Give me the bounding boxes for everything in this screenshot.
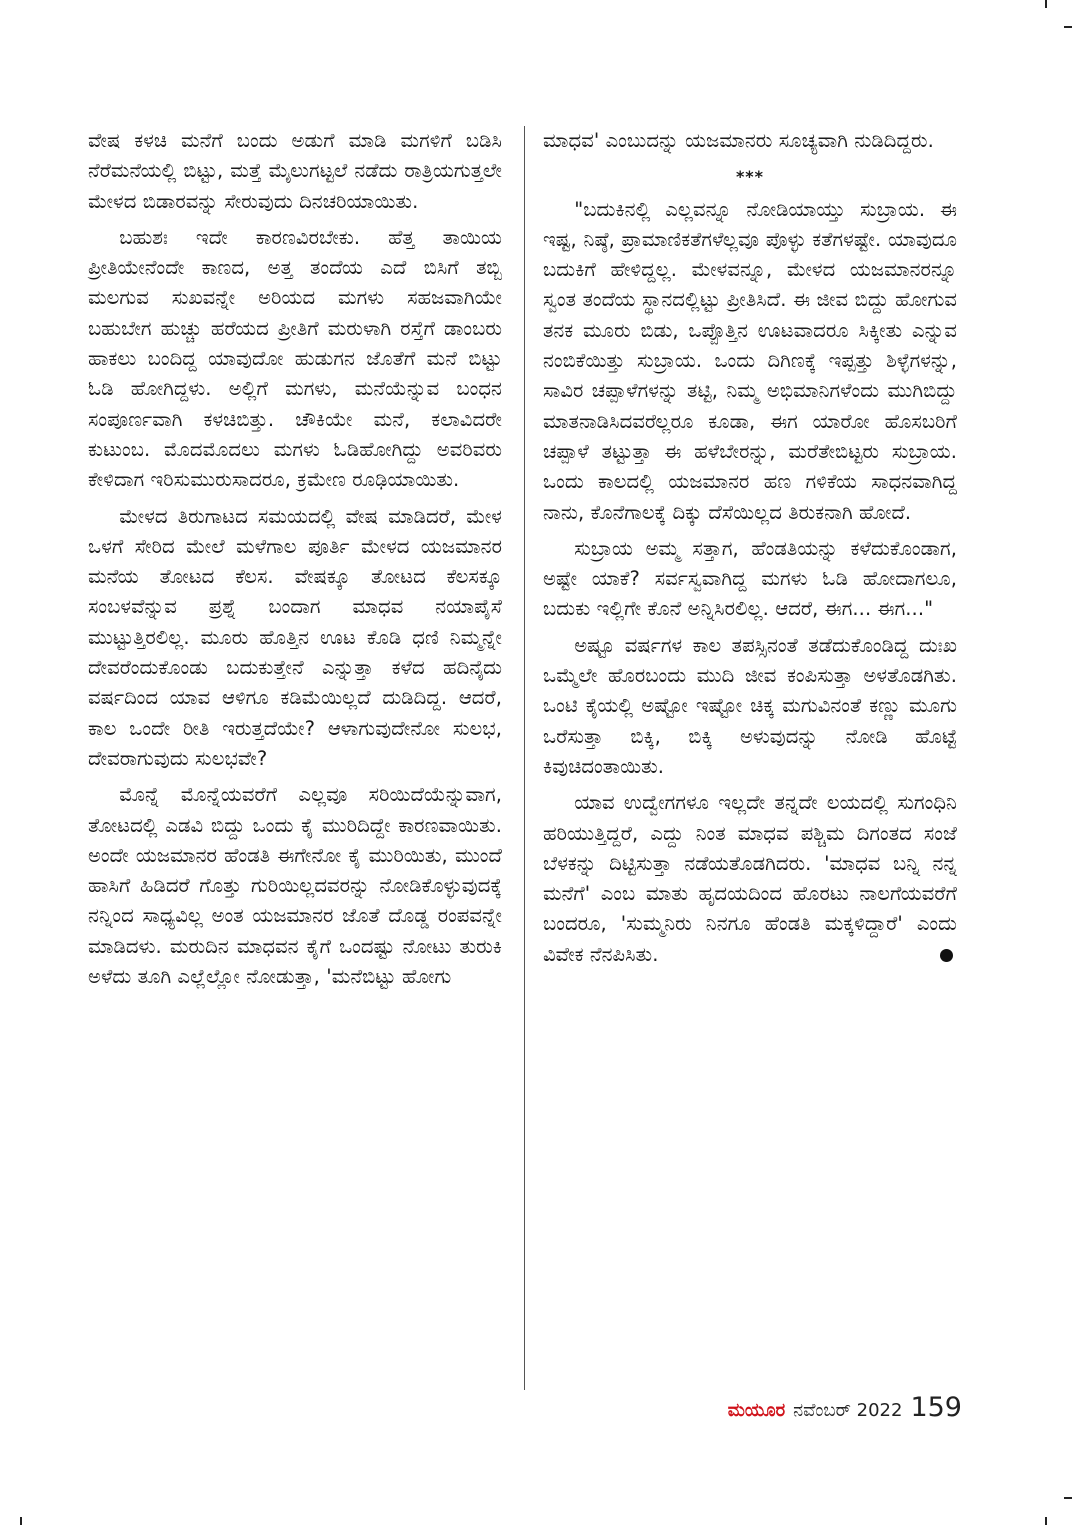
crop-mark: [1045, 0, 1047, 8]
paragraph-text: ಯಾವ ಉದ್ವೇಗಗಳೂ ಇಲ್ಲದೇ ತನ್ನದೇ ಲಯದಲ್ಲಿ ಸುಗಂಧಿನಿ ಹರಿಯುತ್ತಿದ್ದರೆ, ಎದ್ದು ನಿಂತ ಮಾಧವ ಪಶ್ಚಿಮ ದಿಗಂತದ ಸಂಜೆ ಬೆಳಕನ್ನು ದಿಟ್ಟಿಸುತ್ತಾ ನಡೆಯತೊಡಗಿದರು. 'ಮಾಧವ ಬನ್ನಿ ನನ್ನ ಮನೆಗೆ' ಎಂಬ ಮಾತು ಹೃದಯದಿಂದ ಹೊರಟು ನಾಲಗೆಯವರೆಗೆ ಬಂದರೂ, 'ಸುಮ್ಮನಿರು ನಿನಗೂ ಹೆಂಡತಿ ಮಕ್ಕಳಿದ್ದಾರೆ' ಎಂದು ವಿವೇಕ ನೆನಪಿಸಿತು.: [543, 791, 957, 966]
crop-mark: [1045, 1517, 1047, 1525]
issue-date: ನವೆಂಬರ್ 2022: [793, 1400, 903, 1421]
column-divider: [524, 126, 525, 1390]
paragraph: ಮಾಧವ' ಎಂಬುದನ್ನು ಯಜಮಾನರು ಸೂಚ್ಯವಾಗಿ ನುಡಿದಿದ್ದರು.: [543, 129, 934, 152]
section-separator: ***: [735, 167, 765, 187]
page-footer: [728, 1392, 962, 1423]
paragraph: ಮೇಳದ ತಿರುಗಾಟದ ಸಮಯದಲ್ಲಿ ವೇಷ ಮಾಡಿದರೆ, ಮೇಳ ಒಳಗೆ ಸೇರಿದ ಮೇಲೆ ಮಳೆಗಾಲ ಪೂರ್ತಿ ಮೇಳದ ಯಜಮಾನರ ಮನೆಯ ತೋಟದ ಕೆಲಸ. ವೇಷಕ್ಕೂ ತೋಟದ ಕೆಲಸಕ್ಕೂ ಸಂಬಳವೆನ್ನುವ ಪ್ರಶ್ನೆ ಬಂದಾಗ ಮಾಧವ ನಯಾಪೈಸೆ ಮುಟ್ಟುತ್ತಿರಲಿಲ್ಲ. ಮೂರು ಹೊತ್ತಿನ ಊಟ ಕೊಡಿ ಧಣಿ ನಿಮ್ಮನ್ನೇ ದೇವರೆಂದುಕೊಂಡು ಬದುಕುತ್ತೇನೆ ಎನ್ನುತ್ತಾ ಕಳೆದ ಹದಿನೈದು ವರ್ಷದಿಂದ ಯಾವ ಆಳಿಗೂ ಕಡಿಮೆಯಿಲ್ಲದೆ ದುಡಿದಿದ್ದ. ಆದರೆ, ಕಾಲ ಒಂದೇ ರೀತಿ ಇರುತ್ತದೆಯೇ? ಆಳಾಗುವುದೇನೋ ಸುಲಭ, ದೇವರಾಗುವುದು ಸುಲಭವೇ?: [88, 504, 502, 770]
paragraph: "ಬದುಕಿನಲ್ಲಿ ಎಲ್ಲವನ್ನೂ ನೋಡಿಯಾಯ್ತು ಸುಬ್ರಾಯ. ಈ ಇಷ್ಟ, ನಿಷ್ಠೆ, ಪ್ರಾಮಾಣಿಕತೆಗಳೆಲ್ಲವೂ ಪೊಳ್ಳು ಕತೆಗಳಷ್ಟೇ. ಯಾವುದೂ ಬದುಕಿಗೆ ಹೇಳಿದ್ದಲ್ಲ. ಮೇಳವನ್ನೂ, ಮೇಳದ ಯಜಮಾನರನ್ನೂ ಸ್ವಂತ ತಂದೆಯ ಸ್ಥಾನದಲ್ಲಿಟ್ಟು ಪ್ರೀತಿಸಿದೆ. ಈ ಜೀವ ಬಿದ್ದು ಹೋಗುವ ತನಕ ಮೂರು ಬಿಡು, ಒಪ್ಪೊತ್ತಿನ ಊಟವಾದರೂ ಸಿಕ್ಕೀತು ಎನ್ನುವ ನಂಬಿಕೆಯಿತ್ತು ಸುಬ್ರಾಯ. ಒಂದು ದಿಗಿಣಕ್ಕೆ ಇಪ್ಪತ್ತು ಶಿಳ್ಳೆಗಳನ್ನು, ಸಾವಿರ ಚಪ್ಪಾಳೆಗಳನ್ನು ತಟ್ಟಿ, ನಿಮ್ಮ ಅಭಿಮಾನಿಗಳೆಂದು ಮುಗಿಬಿದ್ದು ಮಾತನಾಡಿಸಿದವರೆಲ್ಲರೂ ಕೂಡಾ, ಈಗ ಯಾರೋ ಹೊಸಬರಿಗೆ ಚಪ್ಪಾಳೆ ತಟ್ಟುತ್ತಾ ಈ ಹಳೆಬೇರನ್ನು, ಮರೆತೇಬಿಟ್ಟರು ಸುಬ್ರಾಯ. ಒಂದು ಕಾಲದಲ್ಲಿ ಯಜಮಾನರ ಹಣ ಗಳಿಕೆಯ ಸಾಧನವಾಗಿದ್ದ ನಾನು, ಕೊನೆಗಾಲಕ್ಕೆ ದಿಕ್ಕು ದೆಸೆಯಿಲ್ಲದ ತಿರುಕನಾಗಿ ಹೋದೆ.: [543, 197, 957, 524]
magazine-name: ಮಯೂರ: [727, 1400, 786, 1421]
paragraph: ಮೊನ್ನೆ ಮೊನ್ನೆಯವರೆಗೆ ಎಲ್ಲವೂ ಸರಿಯಿದೆಯೆನ್ನುವಾಗ, ತೋಟದಲ್ಲಿ ಎಡವಿ ಬಿದ್ದು ಒಂದು ಕೈ ಮುರಿದಿದ್ದೇ ಕಾರಣವಾಯಿತು. ಅಂದೇ ಯಜಮಾನರ ಹೆಂಡತಿ ಈಗೇನೋ ಕೈ ಮುರಿಯಿತು, ಮುಂದೆ ಹಾಸಿಗೆ ಹಿಡಿದರೆ ಗೊತ್ತು ಗುರಿಯಿಲ್ಲದವರನ್ನು ನೋಡಿಕೊಳ್ಳುವುದಕ್ಕೆ ನನ್ನಿಂದ ಸಾಧ್ಯವಿಲ್ಲ ಅಂತ ಯಜಮಾನರ ಜೊತೆ ದೊಡ್ಡ ರಂಪವನ್ನೇ ಮಾಡಿದಳು. ಮರುದಿನ ಮಾಧವನ ಕೈಗೆ ಒಂದಷ್ಟು ನೋಟು ತುರುಕಿ ಅಳೆದು ತೂಗಿ ಎಲ್ಲೆಲ್ಲೋ ನೋಡುತ್ತಾ, 'ಮನೆಬಿಟ್ಟು ಹೋಗು: [88, 783, 502, 989]
right-column: [543, 126, 957, 976]
crop-mark: [20, 1517, 22, 1525]
paragraph: ಬಹುಶಃ ಇದೇ ಕಾರಣವಿರಬೇಕು. ಹೆತ್ತ ತಾಯಿಯ ಪ್ರೀತಿಯೇನೆಂದೇ ಕಾಣದ, ಅತ್ತ ತಂದೆಯ ಎದೆ ಬಿಸಿಗೆ ತಬ್ಬಿ ಮಲಗುವ ಸುಖವನ್ನೇ ಅರಿಯದ ಮಗಳು ಸಹಜವಾಗಿಯೇ ಬಹುಬೇಗ ಹುಚ್ಚು ಹರೆಯದ ಪ್ರೀತಿಗೆ ಮರುಳಾಗಿ ರಸ್ತೆಗೆ ಡಾಂಬರು ಹಾಕಲು ಬಂದಿದ್ದ ಯಾವುದೋ ಹುಡುಗನ ಜೊತೆಗೆ ಮನೆ ಬಿಟ್ಟು ಓಡಿ ಹೋಗಿದ್ದಳು. ಅಲ್ಲಿಗೆ ಮಗಳು, ಮನೆಯೆನ್ನುವ ಬಂಧನ ಸಂಪೂರ್ಣವಾಗಿ ಕಳಚಿಬಿತ್ತು. ಚೌಕಿಯೇ ಮನೆ, ಕಲಾವಿದರೇ ಕುಟುಂಬ. ಮೊದಮೊದಲು ಮಗಳು ಓಡಿಹೋಗಿದ್ದು ಅವರಿವರು ಕೇಳಿದಾಗ ಇರಿಸುಮುರುಸಾದರೂ, ಕ್ರಮೇಣ ರೂಢಿಯಾಯಿತು.: [88, 225, 502, 492]
page-number: 159: [910, 1392, 962, 1423]
paragraph: ಸುಬ್ರಾಯ ಅಮ್ಮ ಸತ್ತಾಗ, ಹೆಂಡತಿಯನ್ನು ಕಳೆದುಕೊಂಡಾಗ, ಅಷ್ಟೇ ಯಾಕೆ? ಸರ್ವಸ್ವವಾಗಿದ್ದ ಮಗಳು ಓಡಿ ಹೋದಾಗಲೂ, ಬದುಕು ಇಲ್ಲಿಗೇ ಕೊನೆ ಅನ್ನಿಸಿರಲಿಲ್ಲ. ಆದರೆ, ಈಗ... ಈಗ...": [543, 536, 957, 621]
paragraph: ಅಷ್ಟೂ ವರ್ಷಗಳ ಕಾಲ ತಪಸ್ಸಿನಂತೆ ತಡೆದುಕೊಂಡಿದ್ದ ದುಃಖ ಒಮ್ಮೆಲೇ ಹೊರಬಂದು ಮುದಿ ಜೀವ ಕಂಪಿಸುತ್ತಾ ಅಳತೊಡಗಿತು. ಒಂಟಿ ಕೈಯಲ್ಲಿ ಅಷ್ಟೋ ಇಷ್ಟೋ ಚಿಕ್ಕ ಮಗುವಿನಂತೆ ಕಣ್ಣು ಮೂಗು ಒರೆಸುತ್ತಾ ಬಿಕ್ಕಿ, ಬಿಕ್ಕಿ ಅಳುವುದನ್ನು ನೋಡಿ ಹೊಟ್ಟೆ ಕಿವುಚಿದಂತಾಯಿತು.: [543, 633, 957, 778]
crop-mark: [1064, 26, 1072, 28]
paragraph: ವೇಷ ಕಳಚಿ ಮನೆಗೆ ಬಂದು ಅಡುಗೆ ಮಾಡಿ ಮಗಳಿಗೆ ಬಡಿಸಿ ನೆರೆಮನೆಯಲ್ಲಿ ಬಿಟ್ಟು, ಮತ್ತೆ ಮೈಲುಗಟ್ಟಲೆ ನಡೆದು ರಾತ್ರಿಯಗುತ್ತಲೇ ಮೇಳದ ಬಿಡಾರವನ್ನು ಸೇರುವುದು ದಿನಚರಿಯಾಯಿತು.: [88, 129, 502, 213]
paragraph: [543, 788, 957, 970]
end-of-story-bullet-icon: [940, 949, 953, 962]
left-column: [88, 126, 502, 998]
crop-mark: [1064, 1497, 1072, 1499]
